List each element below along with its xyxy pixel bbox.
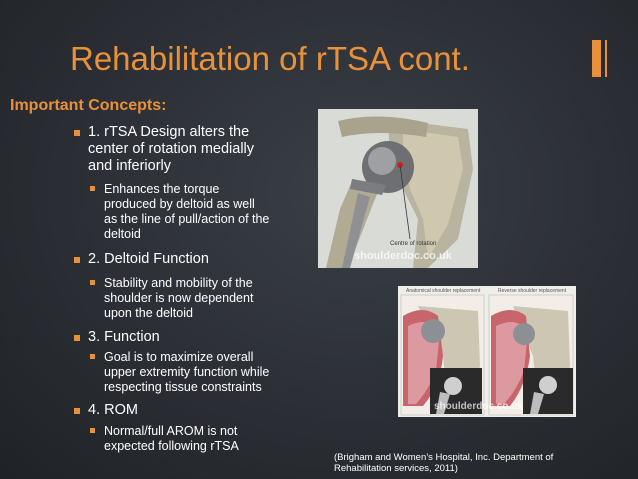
image-label-right: Reverse shoulder replacement [498, 288, 567, 294]
image-label-left: Anatomical shoulder replacement [406, 288, 481, 294]
bullet-icon [90, 428, 95, 433]
image-label: Centre of rotation [390, 241, 437, 247]
point-4: 4. ROM [88, 402, 138, 418]
citation: (Brigham and Women’s Hospital, Inc. Department of Rehabilitation services, 2011) [334, 452, 554, 474]
image-watermark: shoulderdoc.co.uk [354, 250, 452, 262]
sub-point-1: Enhances the torque produced by deltoid as well as the line of pull/action of the deltoid [104, 182, 270, 241]
accent-bar-thin [605, 40, 607, 77]
shoulder-xray-image [318, 109, 478, 268]
slide-title: Rehabilitation of rTSA cont. [70, 40, 470, 77]
sub-point-3: Goal is to maximize overall upper extremity function while respecting tissue constraints [104, 350, 270, 394]
sub-point-2: Stability and mobility of the shoulder is now dependent upon the deltoid [104, 276, 254, 320]
bullet-icon [74, 257, 80, 263]
bullet-icon [90, 186, 95, 191]
bullet-icon [90, 280, 95, 285]
section-heading: Important Concepts: [10, 97, 167, 114]
bullet-icon [90, 354, 95, 359]
bullet-icon [74, 130, 80, 136]
point-2: 2. Deltoid Function [88, 251, 209, 267]
shoulder-comparison-image [398, 286, 576, 417]
sub-point-4: Normal/full AROM is not expected following rTSA [104, 424, 239, 453]
bullet-icon [74, 335, 80, 341]
bullet-icon [74, 408, 80, 414]
image-watermark: shoulderdoc.co.uk [434, 401, 523, 412]
point-1: 1. rTSA Design alters the center of rotation medially and inferiorly [88, 124, 255, 174]
accent-bar [592, 40, 601, 77]
point-3: 3. Function [88, 329, 160, 345]
